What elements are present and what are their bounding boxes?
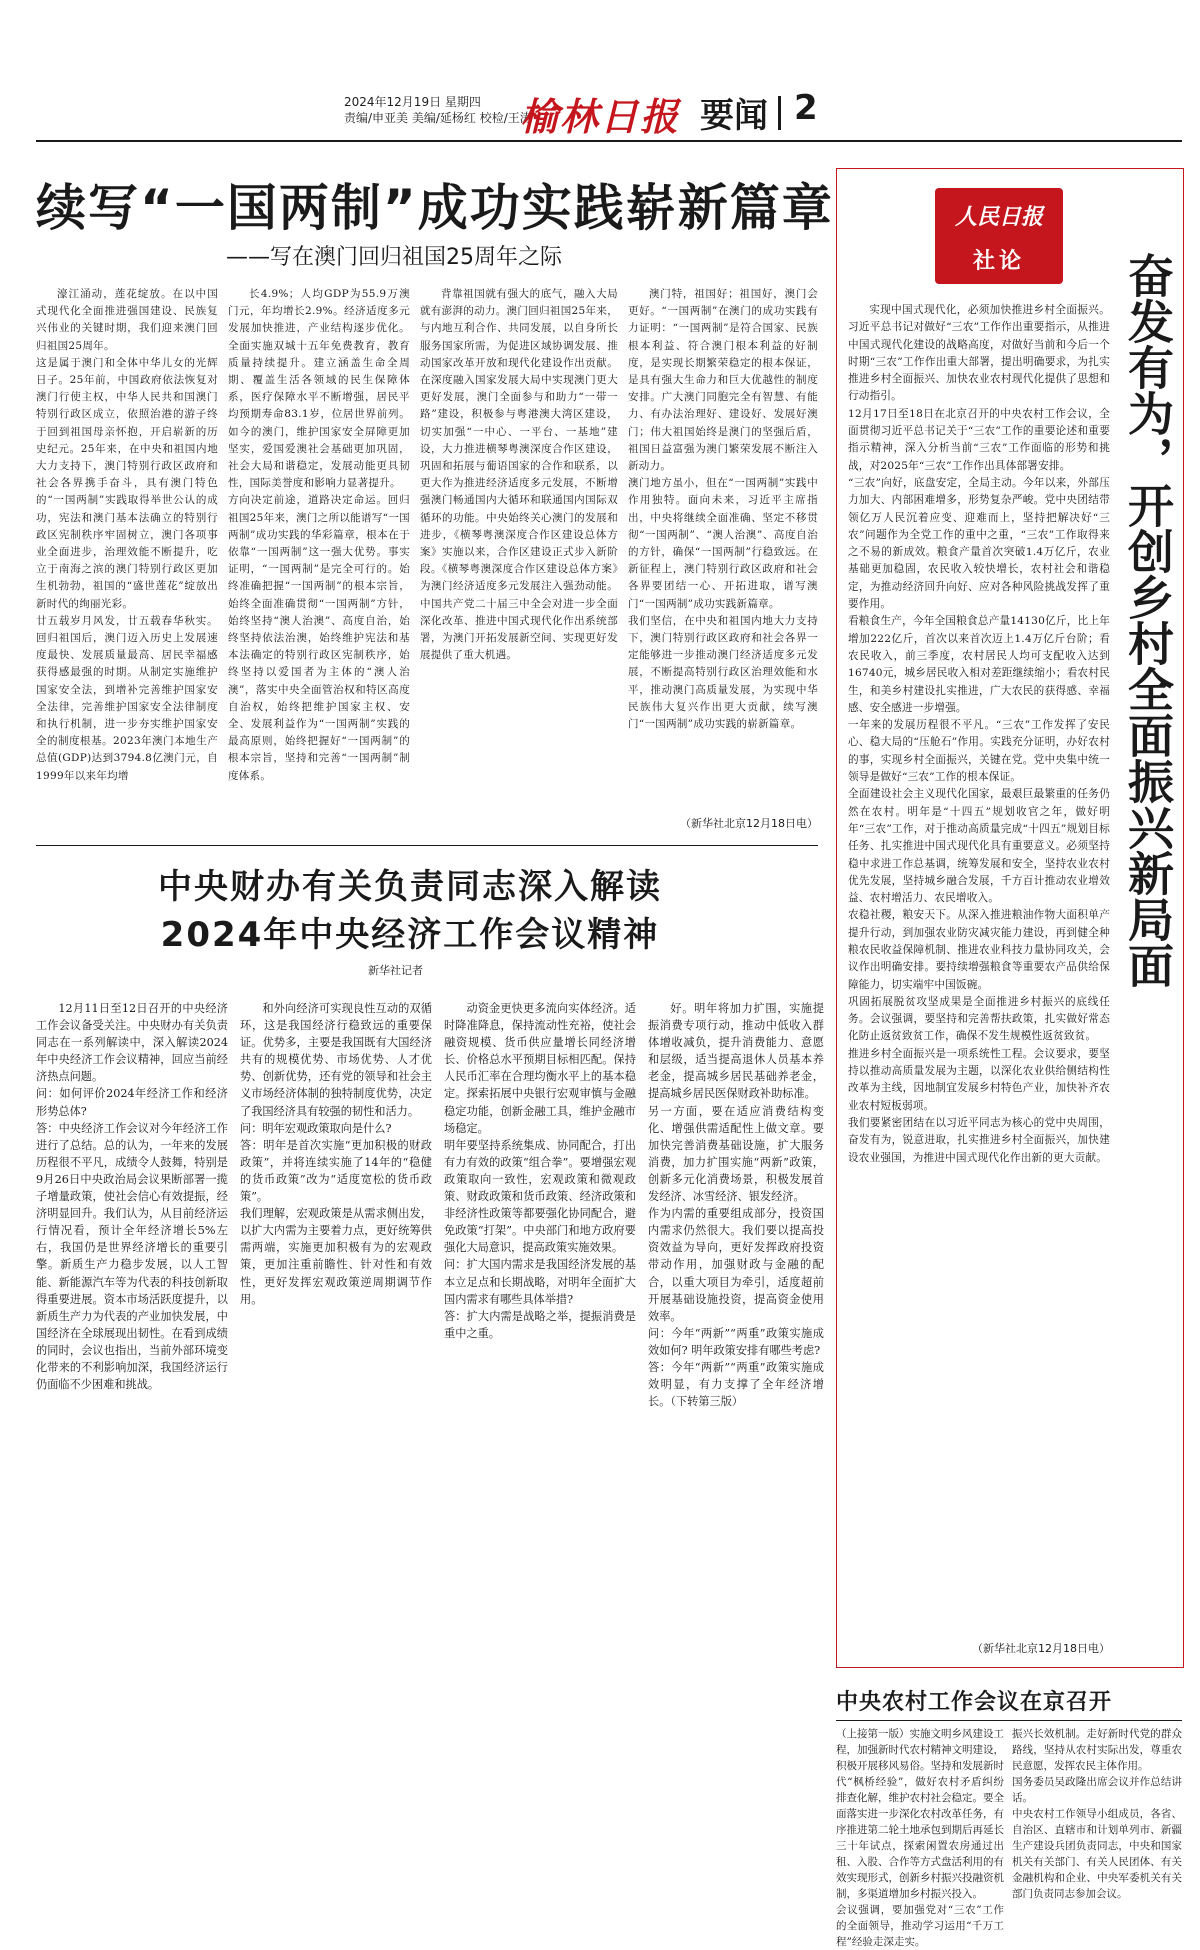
header-rule: [36, 140, 1182, 142]
article2-column-2: [240, 1000, 432, 1888]
article1-col1-text: 濠江涌动，莲花绽放。在以中国式现代化全面推进强国建设、民族复兴伟业的关键时期，我们迎来澳门回归祖国25周年。 这是属于澳门和全体中华儿女的光辉日子。25年前，中国政府依法恢复对澳门行使主权，中华人民共和国澳门特别行政区成立，依照治港的游子终于回到祖国母亲怀抱，开启崭新的历史纪元。25年来，在中央和祖国内地大力支持下，澳门特别行政区政府和社会各界携手奋斗，具有澳门特色的“一国两制”实践取得举世公认的成功，宪法和澳门基本法确立的特别行政区宪制秩序牢固树立，澳门各项事业全面进步，治理效能不断提升，吃立于南海之滨的澳门特别行政区更加生机勃勃，祖国的“盛世莲花”绽放出新时代的绚丽光彩。 廿五载岁月风发，廿五载春华秋实。回归祖国后，澳门迈入历史上发展速度最快、发展质量最高、居民幸福感获得感最强的时期。从制定实施维护国家安全法，到增补完善维护国家安全法律，完善维护国家安全法律制度和执行机制，进一步夯实维护国家安全的制度根基。2023年澳门本地生产总值(GDP)达到3794.8亿澳门元，自1999年以来年均增: [36, 288, 218, 782]
article3-col2-text: 振兴长效机制。走好新时代党的群众路线，坚持从农村实际出发，尊重农民意愿，发挥农民主体作用。 国务委员吴政隆出席会议并作总结讲话。 中央农村工作领导小组成员，各省、自治区、直辖市和计划单列市、新疆生产建设兵团负责同志，中央和国家机关有关部门、有关人民团体、有关金融机构和企业、中央军委机关有关部门负责同志参加会议。: [1012, 1728, 1182, 1900]
article1-subtitle: ——写在澳门回归祖国25周年之际: [226, 245, 562, 270]
editorial-logo-name: 人民日报: [954, 204, 1043, 230]
article3-headline: 中央农村工作会议在京召开: [836, 1690, 1113, 1715]
article3-column-2: [1012, 1726, 1182, 1900]
section-name: 要闻: [700, 96, 768, 136]
article2-headline: [90, 863, 730, 959]
article1-column-1: [36, 286, 218, 834]
page-number: 2: [794, 88, 818, 128]
issue-meta: [344, 94, 532, 126]
article1-source: （新华社北京12月18日电）: [680, 817, 818, 830]
article1-bottom-rule: [36, 845, 818, 846]
issue-date: 2024年12月19日 星期四: [344, 95, 481, 109]
article2-headline-line1: 中央财办有关负责同志深入解读: [158, 867, 662, 907]
article3-top-rule: [836, 1720, 1182, 1721]
article2-col4-text: 好。明年将加力扩围，实施提振消费专项行动，推动中低收入群体增收减负，提升消费能力、意愿和层级，适当提高退休人员基本养老金，提高城乡居民基础养老金，提高城乡居民医保财政补助标准。 另一方面，要在适应消费结构变化、增强供需适配性上做文章。要加快完善消费基础设施，扩大服务消费，加力扩围实施“两新”政策，创新多元化消费场景，积极发展首发经济、冰雪经济、银发经济。 作为内需的重要组成部分，投资国内需求仍然很大。我们要以提高投资效益为导向，更好发挥政府投资带动作用，加强财政与金融的配合，以重大项目为牵引，适度超前开展基础设施投资，提高资金使用效率。 问：今年“两新”“两重”政策实施成效如何? 明年政策安排有哪些考虑? 答：今年“两新”“两重”政策实施成效明显，有力支撑了全年经济增长。（下转第三版）: [648, 1002, 824, 1409]
article1-col3-text: 背靠祖国就有强大的底气，融入大局就有澎湃的动力。澳门回归祖国25年来，与内地互利合作、共同发展，以自身所长服务国家所需，为促进区域协调发展、推动国家改革开放和现代化建设作出贡献。在深度融入国家发展大局中实现澳门更大更好发展，澳门全面参与和助力“一带一路”建设，积极参与粤港澳大湾区建设，切实加强“一中心、一平台、一基地”建设，大力推进横琴粤澳深度合作区建设，巩固和拓展与葡语国家的合作和联系，以更大作为推进经济适度多元发展，不断增强澳门畅通国内大循环和联通国内国际双循环的功能。中央始终关心澳门的发展和进步，《横琴粤澳深度合作区建设总体方案》实施以来，合作区建设正式步入新阶段。《横琴粤澳深度合作区建设总体方案》为澳门经济适度多元发展注入强劲动能。中国共产党二十届三中全会对进一步全面深化改革、推进中国式现代化作出系统部署，为澳门开拓发展新空间、实现更好发展提供了重大机遇。: [420, 288, 618, 662]
editorial-logo-label: 社论: [972, 249, 1025, 274]
article3-col1-text: （上接第一版）实施文明乡风建设工程，加强新时代农村精神文明建设，积极开展移风易俗。坚持和发展新时代“枫桥经验”，做好农村矛盾纠纷排查化解，维护农村社会稳定。要全面落实进一步深化农村改革任务，有序推进第二轮土地承包到期后再延长三十年试点，探索闲置农房通过出租、入股、合作等方式盘活利用的有效实现形式，创新乡村振兴投融资机制，多渠道增加乡村振兴投入。 会议强调，要加强党对“三农”工作的全面领导，推动学习运用“千万工程”经验走深走实。: [836, 1728, 1004, 1948]
article2-column-3: [444, 1000, 636, 1888]
newspaper-masthead: 榆林日报: [520, 94, 681, 139]
article1-column-4: [628, 286, 818, 816]
article2-column-4: [648, 1000, 824, 1888]
editor-credits: 责编/申亚美 美编/延杨红 校检/王涛: [344, 111, 532, 125]
article2-byline: 新华社记者: [368, 964, 423, 977]
article1-col2-text: 长4.9%；人均GDP为55.9万澳门元，年均增长2.9%。经济适度多元发展加快推进，产业结构逐步优化。全面实施双城十五年免费教育，教育质量持续提升。建立涵盖生命全周期、覆盖生活各领域的民生保障体系，医疗保障水平不断增强，居民平均预期寿命83.1岁，位居世界前列。如今的澳门，维护国家安全屏障更加坚实，爱国爱澳社会基础更加巩固，社会大局和谐稳定，发展动能更具韧性，国际美誉度和影响力显著提升。 方向决定前途，道路决定命运。回归祖国25年来，澳门之所以能谱写“一国两制”成功实践的华彩篇章，根本在于依靠“一国两制”这一强大优势。事实证明，“一国两制”是完全可行的。始终准确把握“一国两制”的根本宗旨，始终全面准确贯彻“一国两制”方针，始终坚持“澳人治澳”、高度自治，始终坚持依法治澳，始终维护宪法和基本法确定的特别行政区宪制秩序，始终坚持以爱国者为主体的“澳人治澳”，落实中央全面管治权和特区高度自治权，始终把维护国家主权、安全、发展利益作为“一国两制”实践的最高原则，始终把握好“一国两制”的根本宗旨，坚持和完善“一国两制”制度体系。: [228, 288, 410, 782]
article2-col2-text: 和外向经济可实现良性互动的双循环，这是我国经济行稳致远的重要保证。优势多，主要是我国既有大国经济共有的规模优势、市场优势、人才优势、创新优势，还有党的领导和社会主义市场经济体制的独特制度优势，决定了我国经济具有较强的韧性和活力。 问：明年宏观政策取向是什么? 答：明年是首次实施“更加积极的财政政策”，并将连续实施了14年的“稳健的货币政策”改为“适度宽松的货币政策”。 我们理解，宏观政策是从需求侧出发，以扩大内需为主要着力点，更好统筹供需两端，实施更加积极有为的宏观政策，更加注重前瞻性、针对性和有效性，更好发挥宏观政策逆周期调节作用。: [240, 1002, 432, 1306]
article1-headline: 续写“一国两制”成功实践崭新篇章: [36, 179, 834, 237]
editorial-body: [848, 302, 1110, 1642]
editorial-title: 奋发有为，开创乡村全面振兴新局面: [1121, 252, 1175, 988]
editorial-source: （新华社北京12月18日电）: [972, 1642, 1110, 1655]
article1-column-3: [420, 286, 618, 834]
article2-headline-line2: 2024年中央经济工作会议精神: [160, 915, 660, 955]
article2-col1-text: 12月11日至12日召开的中央经济工作会议备受关注。中央财办有关负责同志在一系列解读中，深入解读2024年中央经济工作会议精神，回应当前经济热点问题。 问：如何评价2024年经济工作和经济形势总体? 答：中央经济工作会议对今年经济工作进行了总结。总的认为，一年来的发展历程很不平凡，成绩令人鼓舞，特别是9月26日中央政治局会议果断部署一揽子增量政策，使社会信心有效提振，经济明显回升。我们认为，从目前经济运行情况看，预计全年经济增长5%左右，我国仍是世界经济增长的重要引擎。新质生产力稳步发展，以人工智能、新能源汽车等为代表的科技创新取得重要进展。资本市场活跃度提升，以新质生产力为代表的产业加快发展，中国经济在全球展现出韧性。在看到成绩的同时，会议也指出，当前外部环境变化带来的不利影响加深，我国经济运行仍面临不少困难和挑战。: [36, 1002, 228, 1392]
article2-col3-text: 动资金更快更多流向实体经济。适时降准降息，保持流动性充裕，使社会融资规模、货币供应量增长同经济增长、价格总水平预期目标相匹配。保持人民币汇率在合理均衡水平上的基本稳定。探索拓展中央银行宏观审慎与金融稳定功能，创新金融工具，维护金融市场稳定。 明年要坚持系统集成、协同配合，打出有力有效的政策“组合拳”。要增强宏观政策取向一致性，宏观政策和微观政策、财政政策和货币政策、经济政策和非经济性政策等都要强化协同配合，避免政策“打架”。中央部门和地方政府要强化大局意识，提高政策实施效果。 问：扩大国内需求是我国经济发展的基本立足点和长期战略，对明年全面扩大国内需求有哪些具体举措? 答：扩大内需是战略之举，提振消费是重中之重。: [444, 1002, 636, 1340]
article2-column-1: [36, 1000, 228, 1888]
article1-col4-text: 澳门特，祖国好；祖国好，澳门会更好。“一国两制”在澳门的成功实践有力证明：“一国两制”是符合国家、民族根本利益、符合澳门根本利益的好制度，是实现长期繁荣稳定的根本保证，是具有强大生命力和巨大优越性的制度安排。广大澳门同胞完全有智慧、有能力、有办法治理好、建设好、发展好澳门；伟大祖国始终是澳门的坚强后盾，祖国日益富强为澳门繁荣发展不断注入新动力。 澳门地方虽小，但在“一国两制”实践中作用独特。面向未来，习近平主席指出，中央将继续全面准确、坚定不移贯彻“一国两制”、“澳人治澳”、高度自治的方针，确保“一国两制”行稳致远。在新征程上，澳门特别行政区政府和社会各界要团结一心、开拓进取，谱写澳门“一国两制”成功实践新篇章。 我们坚信，在中央和祖国内地大力支持下，澳门特别行政区政府和社会各界一定能够进一步推动澳门经济适度多元发展，不断提高特别行政区治理效能和水平，推动澳门高质量发展，为实现中华民族伟大复兴作出更大贡献，续写澳门“一国两制”成功实践的崭新篇章。: [628, 288, 818, 731]
header-divider: [778, 96, 781, 130]
article1-column-2: [228, 286, 410, 834]
article3-column-1: [836, 1726, 1004, 1948]
editorial-body-text: 实现中国式现代化，必须加快推进乡村全面振兴。习近平总书记对做好“三农”工作作出重要指示，从推进中国式现代化建设的战略高度，对做好当前和今后一个时期“三农”工作作出重大部署，提出明确要求，为扎实推进乡村全面振兴、加快农业农村现代化提供了思想和行动指引。 12月17日至18日在北京召开的中央农村工作会议，全面贯彻习近平总书记关于“三农”工作的重要论述和重要指示精神，深入分析当前“三农”工作面临的形势和挑战，对2025年“三农”工作作出具体部署安排。 “三农”向好，底盘安定，全局主动。今年以来，外部压力加大、内部困难增多，形势复杂严峻。党中央团结带领亿万人民沉着应变、迎难而上，坚持把解决好“三农”问题作为全党工作的重中之重，“三农”工作取得来之不易的新成效。粮食产量首次突破1.4万亿斤，农业基础更加稳固，农民收入较快增长，农村社会和谐稳定，为推动经济回升向好、应对各种风险挑战发挥了重要作用。 看粮食生产，今年全国粮食总产量14130亿斤，比上年增加222亿斤，首次以来首次迈上1.4万亿斤台阶；看农民收入，前三季度，农村居民人均可支配收入达到16740元，城乡居民收入相对差距继续缩小；看农村民生，和美乡村建设扎实推进，广大农民的获得感、幸福感、安全感进一步增强。 一年来的发展历程很不平凡。“三农”工作发挥了安民心、稳大局的“压舱石”作用。实践充分证明，办好农村的事，实现乡村全面振兴，关键在党。党中央集中统一领导是做好“三农”工作的根本保证。 全面建设社会主义现代化国家，最艰巨最繁重的任务仍然在农村。明年是“十四五”规划收官之年，做好明年“三农”工作，对于推动高质量完成“十四五”规划目标任务、扎实推进中国式现代化具有重要意义。必须坚持稳中求进工作总基调，统筹发展和安全，坚持农业农村优先发展，坚持城乡融合发展，千方百计推动农业增效益、农村增活力、农民增收入。 农稳社稷，粮安天下。从深入推进粮油作物大面积单产提升行动，到加强农业防灾减灾能力建设，再到健全种粮农民收益保障机制、推进农业科技力量协同攻关，会议作出明确安排。要持续增强粮食等重要农产品供给保障能力，切实端牢中国饭碗。 巩固拓展脱贫攻坚成果是全面推进乡村振兴的底线任务。会议强调，要坚持和完善帮扶政策，扎实做好常态化防止返贫致贫工作，确保不发生规模性返贫致贫。 推进乡村全面振兴是一项系统性工程。会议要求，要坚持以推动高质量发展为主题，以深化农业供给侧结构性改革为主线，因地制宜发展乡村特色产业，加快补齐农业农村短板弱项。 我们要紧密团结在以习近平同志为核心的党中央周围，奋发有为，锐意进取，扎实推进乡村全面振兴，加快建设农业强国，为推进中国式现代化作出新的更大贡献。: [848, 304, 1110, 1164]
